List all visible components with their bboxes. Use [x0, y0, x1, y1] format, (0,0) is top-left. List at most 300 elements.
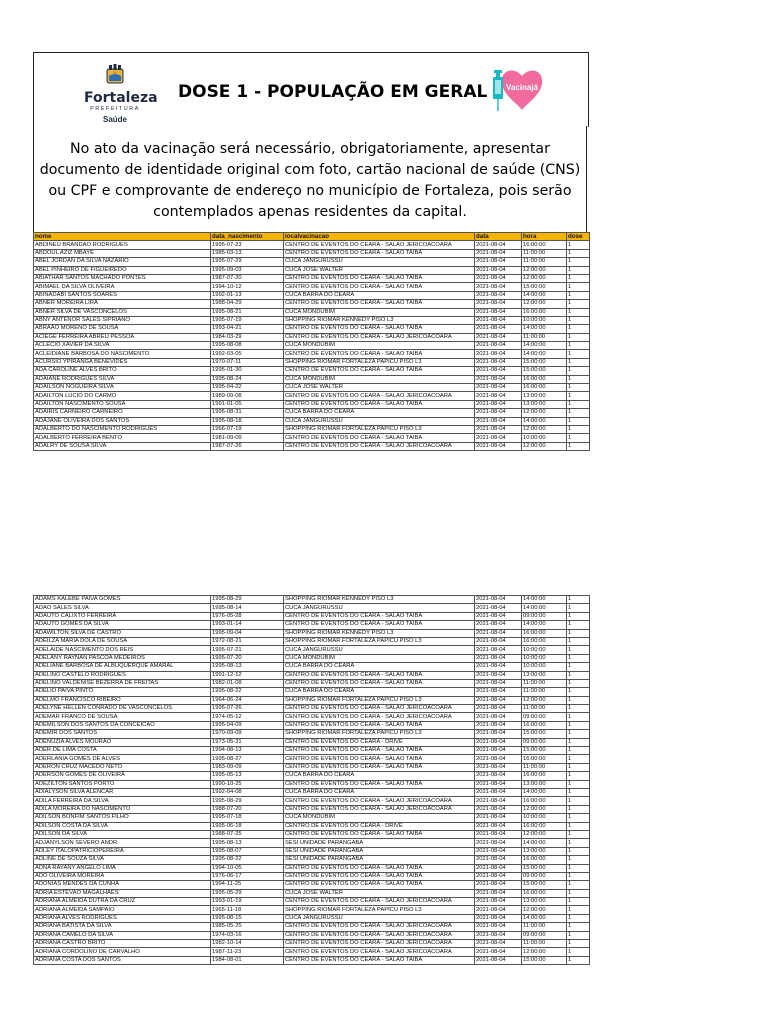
cell-dose: 1 — [567, 596, 590, 604]
cell-dose: 1 — [567, 274, 590, 282]
table-row — [34, 830, 590, 838]
table-row — [34, 814, 590, 822]
cell-nome: ADALBERTO DO NASCIMENTO RODRIGUES — [34, 425, 211, 433]
cell-dose: 1 — [567, 392, 590, 400]
cell-localvacinacao: CENTRO DE EVENTOS DO CEARA - SALAO JERICOACOARA — [284, 392, 475, 400]
cell-localvacinacao: CENTRO DE EVENTOS DO CEARA - SALAO TAIBA — [284, 325, 475, 333]
vacina-ja-logo — [482, 66, 552, 118]
cell-data: 2021-08-04 — [475, 797, 522, 805]
table-row — [34, 249, 590, 257]
cell-data: 2021-08-04 — [475, 342, 522, 350]
cell-data-nascimento: 1970-09-09 — [211, 730, 284, 738]
cell-nome: ADAMS KALEBE PAIVA GOMES — [34, 596, 211, 604]
table-row — [34, 780, 590, 788]
cell-dose: 1 — [567, 906, 590, 914]
cell-data: 2021-08-04 — [475, 856, 522, 864]
cell-nome: ADRIANA ALMEIDA SAMPAIO — [34, 906, 211, 914]
cell-nome: ADAO SALES SILVA — [34, 604, 211, 612]
cell-localvacinacao: CUCA JOSE WALTER — [284, 266, 475, 274]
table-row — [34, 417, 590, 425]
cell-data: 2021-08-04 — [475, 889, 522, 897]
cell-dose: 1 — [567, 350, 590, 358]
cell-hora: 10:00:00 — [522, 814, 567, 822]
cell-data: 2021-08-04 — [475, 375, 522, 383]
cell-localvacinacao: SESI UNIDADE PARANGABA — [284, 856, 475, 864]
cell-hora: 16:00:00 — [522, 772, 567, 780]
table-row — [34, 696, 590, 704]
cell-dose: 1 — [567, 772, 590, 780]
cell-data: 2021-08-04 — [475, 308, 522, 316]
cell-localvacinacao: CENTRO DE EVENTOS DO CEARA - SALAO TAIBA — [284, 671, 475, 679]
cell-dose: 1 — [567, 881, 590, 889]
cell-nome: ADEZILTON SANTOS PORTO — [34, 780, 211, 788]
cell-dose: 1 — [567, 805, 590, 813]
cell-localvacinacao: CUCA BARRA DO CEARA — [284, 688, 475, 696]
cell-nome: ADA CAROLINE ALVES BRITO — [34, 367, 211, 375]
cell-data-nascimento: 1995-08-08 — [211, 342, 284, 350]
cell-dose: 1 — [567, 249, 590, 257]
cell-hora: 15:00:00 — [522, 730, 567, 738]
table-row — [34, 274, 590, 282]
table-row — [34, 956, 590, 964]
cell-dose: 1 — [567, 679, 590, 687]
cell-data-nascimento: 1995-07-19 — [211, 316, 284, 324]
cell-nome: ABIMAEL DA SILVA OLIVEIRA — [34, 283, 211, 291]
cell-nome: ADELINO CASTELO RODRIGUES — [34, 671, 211, 679]
table-row — [34, 663, 590, 671]
cell-data: 2021-08-04 — [475, 274, 522, 282]
table-row — [34, 772, 590, 780]
cell-data-nascimento: 1995-08-29 — [211, 797, 284, 805]
cell-nome: ADRIANA COSTA DOS SANTOS — [34, 956, 211, 964]
table-row — [34, 367, 590, 375]
cell-nome: ADAIRIS CARNEIRO CARNEIRO — [34, 409, 211, 417]
cell-nome: ABEL PINHEIRO DE FIGUEIREDO — [34, 266, 211, 274]
cell-data-nascimento: 1995-08-22 — [211, 688, 284, 696]
cell-nome: ADEMILSON DOS SANTOS DA CONCEICAO — [34, 721, 211, 729]
logo-name: Fortaleza — [84, 90, 158, 106]
cell-dose: 1 — [567, 333, 590, 341]
cell-localvacinacao: CENTRO DE EVENTOS DO CEARA - DRIVE — [284, 822, 475, 830]
cell-data-nascimento: 1995-08-18 — [211, 417, 284, 425]
cell-data-nascimento: 1995-08-15 — [211, 914, 284, 922]
table-row — [34, 342, 590, 350]
cell-data-nascimento: 1988-07-25 — [211, 830, 284, 838]
cell-data-nascimento: 1988-04-29 — [211, 300, 284, 308]
cell-localvacinacao: CUCA MONDUBIM — [284, 654, 475, 662]
cell-hora: 12:00:00 — [522, 696, 567, 704]
cell-hora: 16:00:00 — [522, 384, 567, 392]
cell-dose: 1 — [567, 654, 590, 662]
table-row — [34, 316, 590, 324]
cell-data: 2021-08-04 — [475, 931, 522, 939]
table-row — [34, 300, 590, 308]
cell-data-nascimento: 1992-01-13 — [211, 291, 284, 299]
cell-hora: 16:00:00 — [522, 241, 567, 249]
cell-dose: 1 — [567, 730, 590, 738]
cell-data: 2021-08-04 — [475, 266, 522, 274]
cell-dose: 1 — [567, 621, 590, 629]
cell-hora: 11:00:00 — [522, 940, 567, 948]
cell-nome: ADRIANA CORDOLINO DE CARVALHO — [34, 948, 211, 956]
cell-data-nascimento: 1994-11-25 — [211, 881, 284, 889]
cell-hora: 16:00:00 — [522, 822, 567, 830]
column-header-data: data — [475, 233, 522, 241]
cell-localvacinacao: CENTRO DE EVENTOS DO CEARA - SALAO TAIBA — [284, 780, 475, 788]
cell-hora: 11:00:00 — [522, 679, 567, 687]
cell-dose: 1 — [567, 847, 590, 855]
cell-data-nascimento: 1966-07-19 — [211, 425, 284, 433]
city-crest-icon — [104, 63, 126, 85]
cell-hora: 12:00:00 — [522, 425, 567, 433]
cell-nome: ADILSON DA SILVA — [34, 830, 211, 838]
table-row — [34, 931, 590, 939]
cell-data-nascimento: 1995-06-18 — [211, 822, 284, 830]
cell-hora: 11:00:00 — [522, 763, 567, 771]
cell-dose: 1 — [567, 291, 590, 299]
column-header-nome: nome — [34, 233, 211, 241]
document-header — [33, 52, 589, 127]
cell-nome: ADERON CRUZ MACEDO NETO — [34, 763, 211, 771]
table-row — [34, 906, 590, 914]
cell-nome: ADIALYSON SILVA ALENCAR — [34, 788, 211, 796]
cell-hora: 16:00:00 — [522, 856, 567, 864]
cell-data: 2021-08-04 — [475, 872, 522, 880]
cell-data: 2021-08-04 — [475, 654, 522, 662]
cell-hora: 16:00:00 — [522, 308, 567, 316]
cell-localvacinacao: SHOPPING RIOMAR KENNEDY PISO L3 — [284, 629, 475, 637]
cell-localvacinacao: CUCA MONDUBIM — [284, 814, 475, 822]
cell-data-nascimento: 1987-07-26 — [211, 442, 284, 450]
cell-data: 2021-08-04 — [475, 805, 522, 813]
cell-localvacinacao: CUCA JANGURUSSU — [284, 417, 475, 425]
cell-nome: ADEMAR FRANCO DE SOUSA — [34, 713, 211, 721]
cell-data: 2021-08-04 — [475, 333, 522, 341]
cell-dose: 1 — [567, 325, 590, 333]
cell-data: 2021-08-04 — [475, 948, 522, 956]
cell-hora: 10:00:00 — [522, 316, 567, 324]
cell-dose: 1 — [567, 400, 590, 408]
cell-data: 2021-08-04 — [475, 780, 522, 788]
column-header-data-nascimento: data_nascimento — [211, 233, 284, 241]
cell-dose: 1 — [567, 721, 590, 729]
cell-localvacinacao: CUCA BARRA DO CEARA — [284, 409, 475, 417]
cell-nome: ABDOUL AZIZ MBAYE — [34, 249, 211, 257]
cell-dose: 1 — [567, 763, 590, 771]
vacina-ja-text: Vacinajá — [505, 83, 539, 92]
cell-nome: ABINADABI SANTOS SOARES — [34, 291, 211, 299]
cell-dose: 1 — [567, 308, 590, 316]
column-header-localvacinacao: localvacinacao — [284, 233, 475, 241]
cell-localvacinacao: SHOPPING RIOMAR FORTALEZA PAPICU PISO L3 — [284, 730, 475, 738]
cell-data-nascimento: 1995-08-27 — [211, 755, 284, 763]
cell-data: 2021-08-04 — [475, 747, 522, 755]
cell-data-nascimento: 1995-07-21 — [211, 646, 284, 654]
cell-dose: 1 — [567, 839, 590, 847]
cell-nome: ADAUTO GOMES DA SILVA — [34, 621, 211, 629]
cell-hora: 11:00:00 — [522, 705, 567, 713]
cell-localvacinacao: CENTRO DE EVENTOS DO CEARA - SALAO TAIBA — [284, 367, 475, 375]
table-row — [34, 333, 590, 341]
cell-dose: 1 — [567, 425, 590, 433]
cell-data: 2021-08-04 — [475, 847, 522, 855]
table-body-page1 — [34, 241, 590, 451]
cell-localvacinacao: CUCA MONDUBIM — [284, 342, 475, 350]
cell-nome: ADO OLIVEIRA MOREIRA — [34, 872, 211, 880]
cell-data: 2021-08-04 — [475, 864, 522, 872]
cell-data-nascimento: 1993-01-14 — [211, 621, 284, 629]
cell-data: 2021-08-04 — [475, 898, 522, 906]
cell-hora: 12:00:00 — [522, 274, 567, 282]
cell-data: 2021-08-04 — [475, 671, 522, 679]
cell-data-nascimento: 1987-11-23 — [211, 948, 284, 956]
cell-data-nascimento: 1995-08-22 — [211, 856, 284, 864]
cell-nome: ABNY ANTENOR SALES SIPRIANO — [34, 316, 211, 324]
cell-dose: 1 — [567, 646, 590, 654]
cell-data-nascimento: 1995-08-31 — [211, 409, 284, 417]
cell-data: 2021-08-04 — [475, 425, 522, 433]
cell-hora: 15:00:00 — [522, 367, 567, 375]
cell-data: 2021-08-04 — [475, 283, 522, 291]
cell-localvacinacao: SHOPPING RIOMAR FORTALEZA PAPICU PISO L3 — [284, 696, 475, 704]
cell-data-nascimento: 1995-09-04 — [211, 629, 284, 637]
cell-hora: 12:00:00 — [522, 906, 567, 914]
cell-hora: 10:00:00 — [522, 646, 567, 654]
cell-hora: 11:00:00 — [522, 333, 567, 341]
table-row — [34, 747, 590, 755]
cell-data: 2021-08-04 — [475, 646, 522, 654]
cell-dose: 1 — [567, 931, 590, 939]
cell-localvacinacao: CUCA BARRA DO CEARA — [284, 291, 475, 299]
cell-data-nascimento: 1995-07-29 — [211, 258, 284, 266]
table-row — [34, 881, 590, 889]
table-row — [34, 889, 590, 897]
cell-dose: 1 — [567, 856, 590, 864]
cell-data: 2021-08-04 — [475, 596, 522, 604]
cell-data: 2021-08-04 — [475, 409, 522, 417]
cell-nome: ADELYNE HELLEN CONRADO DE VASCONCELOS — [34, 705, 211, 713]
cell-data: 2021-08-04 — [475, 738, 522, 746]
table-row — [34, 241, 590, 249]
cell-hora: 14:00:00 — [522, 839, 567, 847]
cell-localvacinacao: CENTRO DE EVENTOS DO CEARA - SALAO JERICOACOARA — [284, 805, 475, 813]
cell-localvacinacao: CUCA JANGURUSSU — [284, 914, 475, 922]
cell-dose: 1 — [567, 612, 590, 620]
cell-data: 2021-08-04 — [475, 914, 522, 922]
table-row — [34, 914, 590, 922]
cell-data: 2021-08-04 — [475, 291, 522, 299]
cell-data: 2021-08-04 — [475, 629, 522, 637]
cell-data-nascimento: 1984-03-29 — [211, 333, 284, 341]
cell-nome: ADERLANIA GOMES DE ALVES — [34, 755, 211, 763]
vaccination-table-continued — [33, 595, 590, 965]
cell-hora: 14:00:00 — [522, 604, 567, 612]
cell-hora: 14:00:00 — [522, 596, 567, 604]
cell-nome: ADELIO PAIVA PINTO — [34, 688, 211, 696]
cell-hora: 15:00:00 — [522, 358, 567, 366]
cell-hora: 16:00:00 — [522, 889, 567, 897]
cell-data: 2021-08-04 — [475, 839, 522, 847]
cell-localvacinacao: CUCA BARRA DO CEARA — [284, 663, 475, 671]
cell-hora: 14:00:00 — [522, 325, 567, 333]
cell-localvacinacao: SESI UNIDADE PARANGABA — [284, 847, 475, 855]
cell-data: 2021-08-04 — [475, 923, 522, 931]
table-row — [34, 596, 590, 604]
cell-localvacinacao: CUCA JANGURUSSU — [284, 646, 475, 654]
cell-data: 2021-08-04 — [475, 316, 522, 324]
cell-dose: 1 — [567, 705, 590, 713]
cell-localvacinacao: CENTRO DE EVENTOS DO CEARA - SALAO TAIBA — [284, 434, 475, 442]
cell-data-nascimento: 1972-08-21 — [211, 637, 284, 645]
table-row — [34, 763, 590, 771]
cell-data-nascimento: 1994-08-13 — [211, 747, 284, 755]
table-row — [34, 671, 590, 679]
cell-hora: 09:00:00 — [522, 713, 567, 721]
cell-dose: 1 — [567, 629, 590, 637]
cell-data-nascimento: 1974-03-16 — [211, 931, 284, 939]
cell-hora: 14:00:00 — [522, 621, 567, 629]
cell-nome: ADAWILTON SILVA DE CASTRO — [34, 629, 211, 637]
cell-data-nascimento: 1995-07-26 — [211, 705, 284, 713]
cell-data: 2021-08-04 — [475, 679, 522, 687]
table-row — [34, 604, 590, 612]
cell-dose: 1 — [567, 914, 590, 922]
table-row — [34, 384, 590, 392]
cell-data-nascimento: 1989-09-08 — [211, 392, 284, 400]
cell-localvacinacao: CENTRO DE EVENTOS DO CEARA - SALAO JERICOACOARA — [284, 898, 475, 906]
cell-hora: 14:00:00 — [522, 788, 567, 796]
cell-nome: ADJANYLSON SEVERO ANDR — [34, 839, 211, 847]
cell-data-nascimento: 1995-04-22 — [211, 384, 284, 392]
table-row — [34, 847, 590, 855]
cell-localvacinacao: CUCA JOSE WALTER — [284, 889, 475, 897]
cell-data: 2021-08-04 — [475, 830, 522, 838]
cell-data: 2021-08-04 — [475, 358, 522, 366]
cell-data: 2021-08-04 — [475, 325, 522, 333]
table-row — [34, 266, 590, 274]
table-row — [34, 283, 590, 291]
cell-data: 2021-08-04 — [475, 612, 522, 620]
cell-hora: 14:00:00 — [522, 342, 567, 350]
cell-data: 2021-08-04 — [475, 258, 522, 266]
cell-nome: ADELIANE BARBOSA DE ALBUQUERQUE AMARAL — [34, 663, 211, 671]
cell-dose: 1 — [567, 300, 590, 308]
table-row — [34, 797, 590, 805]
cell-localvacinacao: CENTRO DE EVENTOS DO CEARA - SALAO TAIBA — [284, 400, 475, 408]
cell-data-nascimento: 1993-01-19 — [211, 898, 284, 906]
logo-department: Saúde — [102, 115, 127, 124]
cell-data-nascimento: 1995-05-13 — [211, 772, 284, 780]
table-row — [34, 755, 590, 763]
cell-nome: ADLINE DE SOUZA SILVA — [34, 856, 211, 864]
cell-nome: ADILA FERREIRA DA SILVA — [34, 797, 211, 805]
cell-localvacinacao: CENTRO DE EVENTOS DO CEARA - SALAO TAIBA — [284, 872, 475, 880]
cell-data: 2021-08-04 — [475, 637, 522, 645]
cell-dose: 1 — [567, 258, 590, 266]
cell-hora: 16:00:00 — [522, 797, 567, 805]
cell-hora: 13:00:00 — [522, 847, 567, 855]
cell-nome: ADRIA ESTEVAO MAGALHAES — [34, 889, 211, 897]
cell-hora: 12:00:00 — [522, 300, 567, 308]
table-row — [34, 358, 590, 366]
cell-dose: 1 — [567, 948, 590, 956]
cell-data: 2021-08-04 — [475, 956, 522, 964]
cell-data-nascimento: 1981-09-09 — [211, 434, 284, 442]
cell-data: 2021-08-04 — [475, 814, 522, 822]
cell-hora: 15:00:00 — [522, 747, 567, 755]
cell-data-nascimento: 1995-07-18 — [211, 814, 284, 822]
cell-data-nascimento: 1994-10-05 — [211, 864, 284, 872]
table-row — [34, 898, 590, 906]
cell-data: 2021-08-04 — [475, 417, 522, 425]
cell-localvacinacao: CENTRO DE EVENTOS DO CEARA - SALAO TAIBA — [284, 763, 475, 771]
cell-nome: ADAUTO CALIXTO FERREIRA — [34, 612, 211, 620]
cell-data-nascimento: 1985-03-13 — [211, 249, 284, 257]
cell-dose: 1 — [567, 956, 590, 964]
cell-data-nascimento: 1991-01-05 — [211, 400, 284, 408]
cell-data-nascimento: 1995-08-29 — [211, 596, 284, 604]
table-row — [34, 822, 590, 830]
cell-data: 2021-08-04 — [475, 772, 522, 780]
cell-hora: 09:00:00 — [522, 872, 567, 880]
cell-localvacinacao: SESI UNIDADE PARANGABA — [284, 839, 475, 847]
cell-data-nascimento: 1985-05-25 — [211, 923, 284, 931]
cell-nome: ADRIANA ALVES RODRIGUES — [34, 914, 211, 922]
cell-data: 2021-08-04 — [475, 696, 522, 704]
cell-data-nascimento: 1987-07-20 — [211, 274, 284, 282]
cell-localvacinacao: CENTRO DE EVENTOS DO CEARA - DRIVE — [284, 738, 475, 746]
cell-dose: 1 — [567, 814, 590, 822]
cell-nome: ADERSON GOMES DE OLIVEIRA — [34, 772, 211, 780]
cell-hora: 12:00:00 — [522, 948, 567, 956]
cell-data: 2021-08-04 — [475, 621, 522, 629]
cell-localvacinacao: SHOPPING RIOMAR FORTALEZA PAPICU PISO L3 — [284, 637, 475, 645]
cell-data-nascimento: 1982-01-08 — [211, 679, 284, 687]
cell-nome: ADEMIR DOS SANTOS — [34, 730, 211, 738]
cell-hora: 11:00:00 — [522, 688, 567, 696]
cell-localvacinacao: CUCA MONDUBIM — [284, 308, 475, 316]
table-row — [34, 940, 590, 948]
table-row — [34, 654, 590, 662]
cell-localvacinacao: CENTRO DE EVENTOS DO CEARA - SALAO TAIBA — [284, 679, 475, 687]
cell-nome: ADELANY RAYNAN PASCOA MEDEIROS — [34, 654, 211, 662]
cell-data: 2021-08-04 — [475, 881, 522, 889]
table-body-page2 — [34, 596, 590, 965]
cell-nome: ADELINO VALDENISE BEZERRA DE FREITAS — [34, 679, 211, 687]
cell-data-nascimento: 1994-10-12 — [211, 283, 284, 291]
cell-dose: 1 — [567, 283, 590, 291]
cell-nome: ADALRY DE SOUSA SILVA — [34, 442, 211, 450]
cell-data-nascimento: 1974-05-12 — [211, 713, 284, 721]
cell-hora: 12:00:00 — [522, 409, 567, 417]
table-row — [34, 839, 590, 847]
cell-nome: ACIEGE FERREIRA ABREU PESSOA — [34, 333, 211, 341]
cell-localvacinacao: CENTRO DE EVENTOS DO CEARA - SALAO JERICOACOARA — [284, 797, 475, 805]
cell-data: 2021-08-04 — [475, 755, 522, 763]
cell-hora: 09:00:00 — [522, 738, 567, 746]
cell-data: 2021-08-04 — [475, 906, 522, 914]
cell-nome: ADALBERTO FERREIRA BENTO — [34, 434, 211, 442]
cell-hora: 11:00:00 — [522, 923, 567, 931]
cell-hora: 16:00:00 — [522, 375, 567, 383]
syringe-icon — [494, 70, 502, 73]
cell-nome: ADAJANE OLIVEIRA DOS SANTOS — [34, 417, 211, 425]
cell-data-nascimento: 1982-10-14 — [211, 940, 284, 948]
cell-hora: 16:00:00 — [522, 755, 567, 763]
cell-localvacinacao: CUCA JOSE WALTER — [284, 384, 475, 392]
cell-localvacinacao: CENTRO DE EVENTOS DO CEARA - SALAO TAIBA — [284, 881, 475, 889]
cell-localvacinacao: CUCA JANGURUSSU — [284, 258, 475, 266]
